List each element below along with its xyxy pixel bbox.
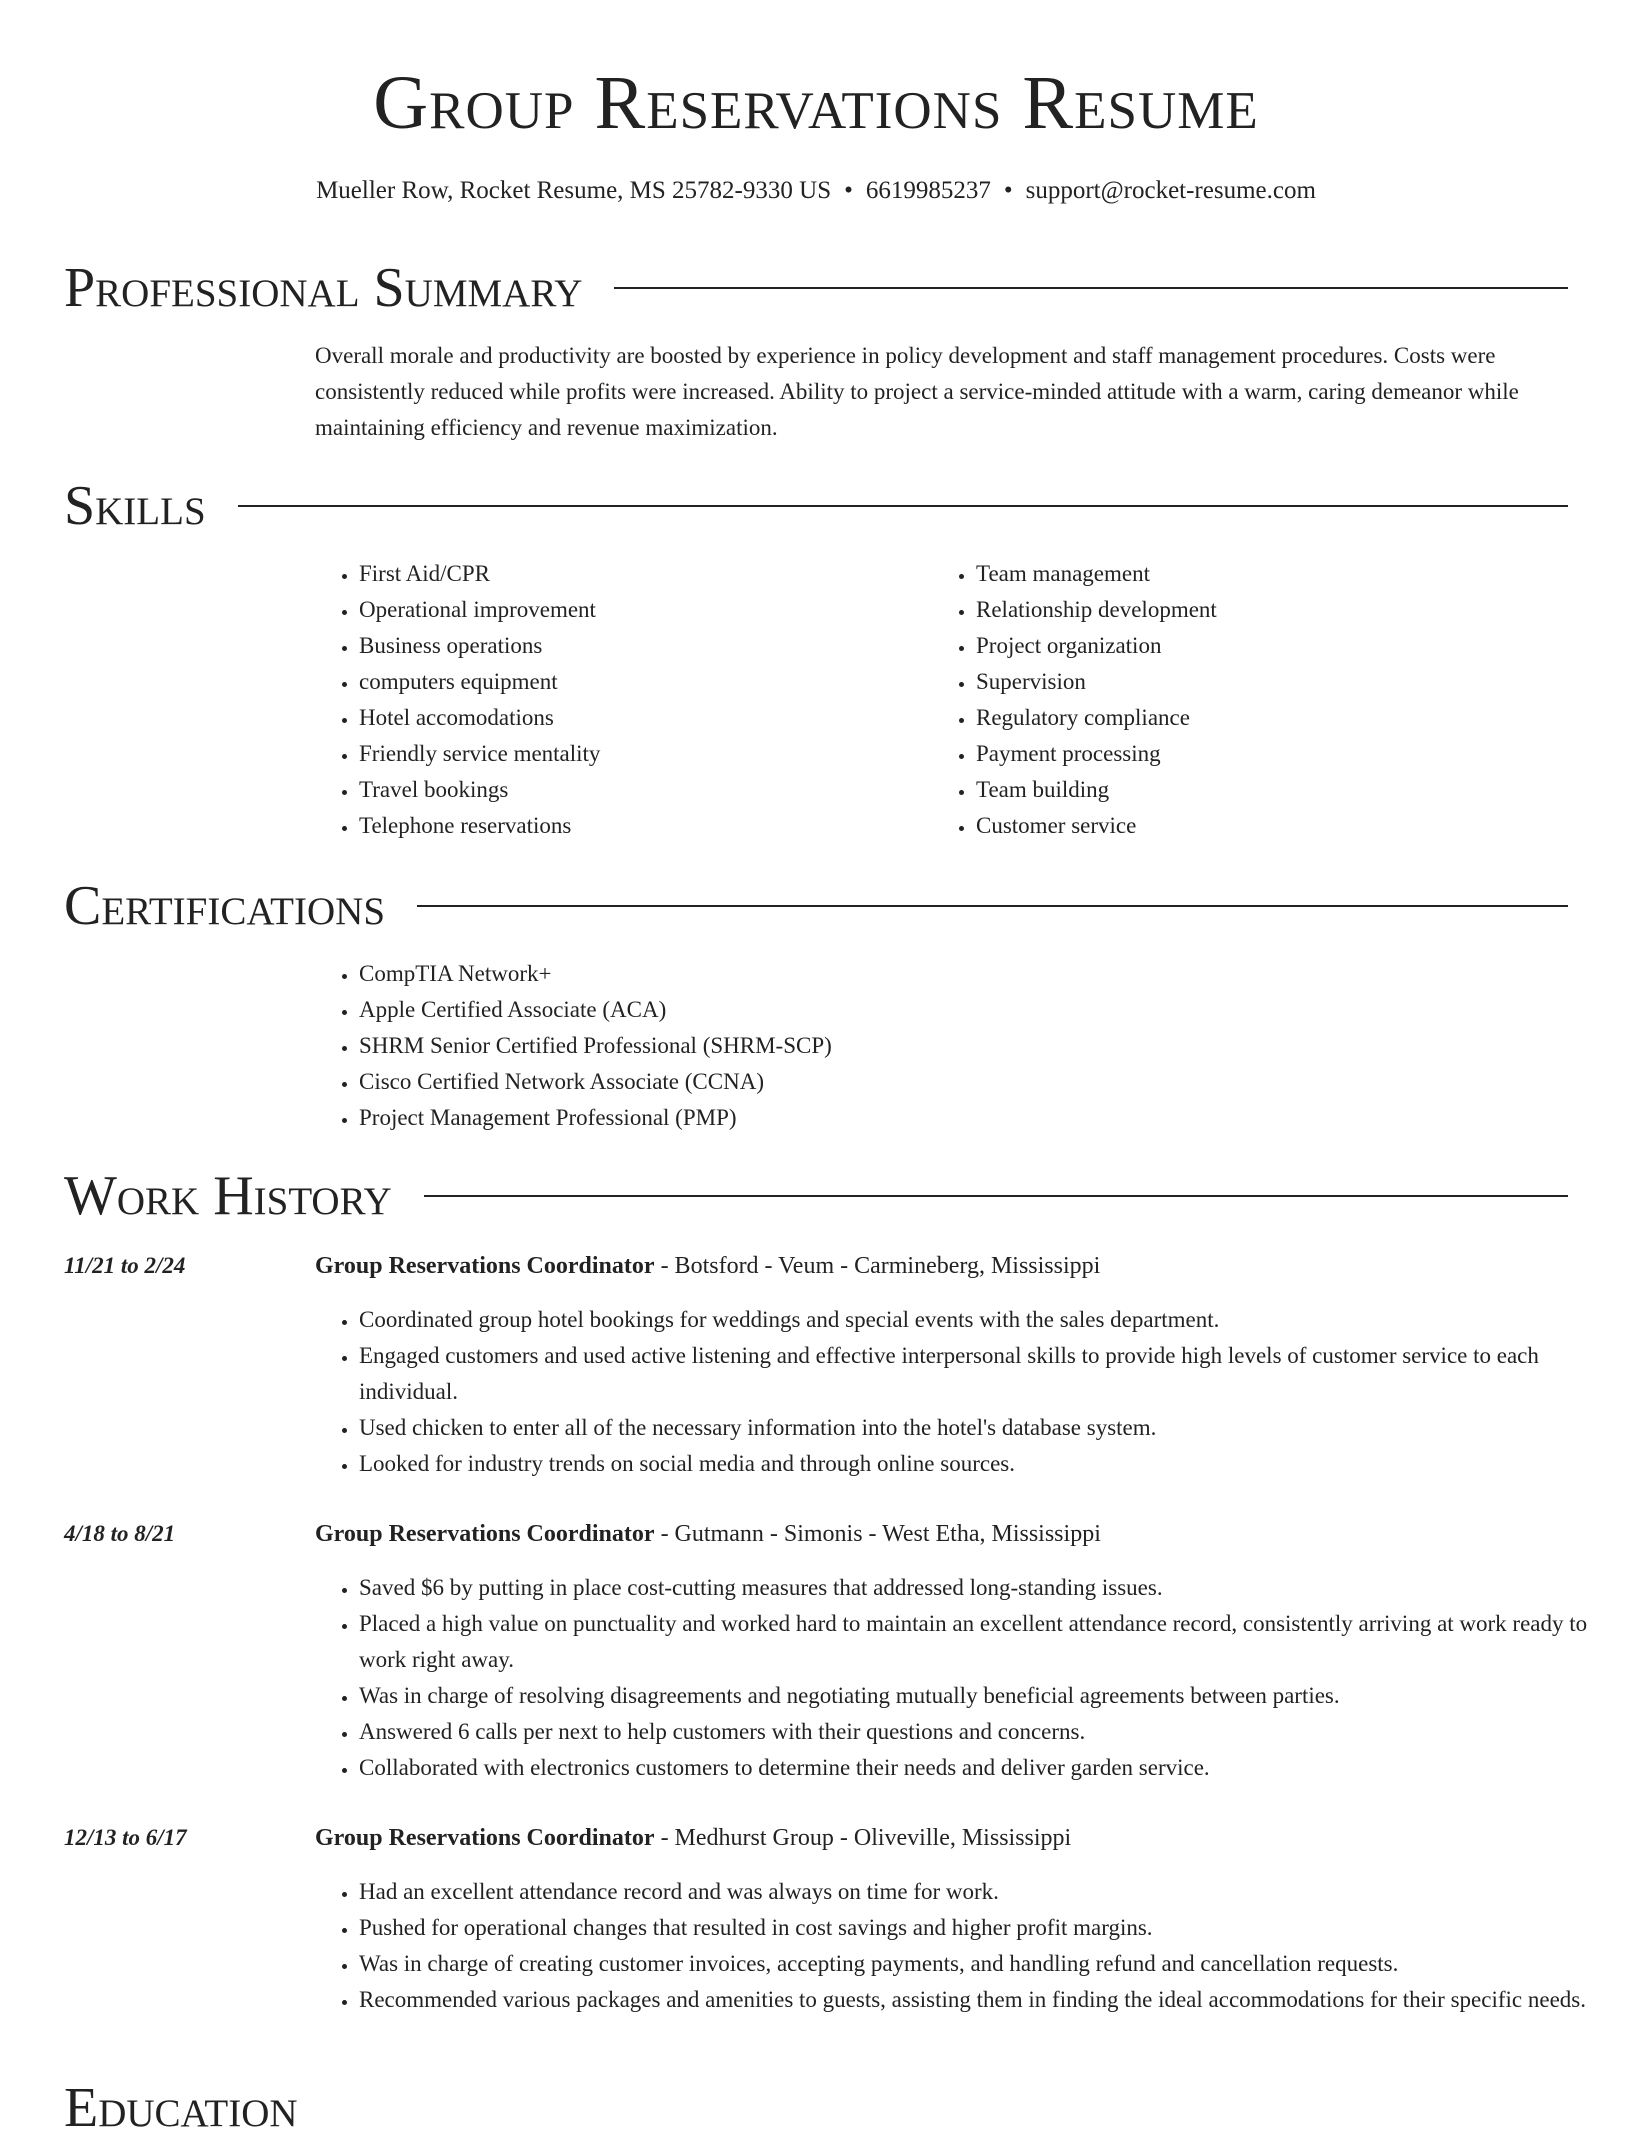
skill-item: • Regulatory compliance xyxy=(976,700,1576,736)
skill-item: • Business operations xyxy=(359,628,919,664)
contact-separator: • xyxy=(1003,177,1013,204)
skills-list-right xyxy=(932,556,1576,844)
certification-item: • Cisco Certified Network Associate (CCNA) xyxy=(359,1064,1612,1100)
skill-item: • First Aid/CPR xyxy=(359,556,919,592)
certifications-list xyxy=(315,956,1612,1136)
section-header-skills xyxy=(64,474,1568,538)
job-dates: 11/21 to 2/24 xyxy=(64,1253,186,1278)
certification-item: • Apple Certified Associate (ACA) xyxy=(359,992,1612,1028)
job-title: Group Reservations Coordinator xyxy=(315,1253,655,1279)
job-title: Group Reservations Coordinator xyxy=(315,1521,655,1547)
section-title-work-history: Work History xyxy=(64,1165,392,1227)
section-title-summary: Professional Summary xyxy=(64,257,583,319)
section-header-education xyxy=(64,2076,1568,2140)
job-heading xyxy=(315,1820,1071,1856)
skill-item: • Relationship development xyxy=(976,592,1576,628)
job-heading xyxy=(315,1248,1100,1284)
job-bullet: • Answered 6 calls per next to help customers with their questions and concerns. xyxy=(359,1714,1612,1750)
skill-item: • Payment processing xyxy=(976,736,1576,772)
skill-item: • Team management xyxy=(976,556,1576,592)
section-divider xyxy=(417,905,1568,907)
section-divider xyxy=(238,505,1568,507)
job-bullet: • Had an excellent attendance record and was always on time for work. xyxy=(359,1874,1612,1910)
job-bullet: • Used chicken to enter all of the necessary information into the hotel's database system. xyxy=(359,1410,1612,1446)
skill-item: • Team building xyxy=(976,772,1576,808)
skill-item: • Friendly service mentality xyxy=(359,736,919,772)
job-bullet: • Placed a high value on punctuality and worked hard to maintain an excellent attendance record, consistently arriving at work ready to work right away. xyxy=(359,1606,1612,1678)
job-dates: 12/13 to 6/17 xyxy=(64,1825,187,1850)
job-dates: 4/18 to 8/21 xyxy=(64,1521,176,1546)
skill-item: • computers equipment xyxy=(359,664,919,700)
job-bullets xyxy=(315,1570,1612,1786)
job-company: - Gutmann - Simonis - West Etha, Mississippi xyxy=(654,1521,1101,1547)
job-company: - Botsford - Veum - Carmineberg, Mississippi xyxy=(654,1253,1101,1279)
skill-item: • Project organization xyxy=(976,628,1576,664)
job-title: Group Reservations Coordinator xyxy=(315,1825,655,1851)
job-bullets xyxy=(315,1874,1612,2018)
skill-item: • Telephone reservations xyxy=(359,808,919,844)
skill-item: • Hotel accomodations xyxy=(359,700,919,736)
section-header-certifications xyxy=(64,874,1568,938)
section-title-education: Education xyxy=(64,2077,298,2139)
contact-separator: • xyxy=(844,177,853,204)
job-bullet: • Collaborated with electronics customers to determine their needs and deliver garden service. xyxy=(359,1750,1612,1786)
certification-item: • SHRM Senior Certified Professional (SHRM-SCP) xyxy=(359,1028,1612,1064)
contact-address: Mueller Row, Rocket Resume, MS 25782-9330 US xyxy=(316,177,832,204)
section-divider xyxy=(614,287,1568,289)
job-bullet: • Coordinated group hotel bookings for weddings and special events with the sales department. xyxy=(359,1302,1612,1338)
job-bullet: • Recommended various packages and amenities to guests, assisting them in finding the ideal accommodations for their specific needs. xyxy=(359,1982,1612,2018)
contact-phone: 6619985237 xyxy=(865,177,991,204)
job-bullet: • Was in charge of creating customer invoices, accepting payments, and handling refund and cancellation requests. xyxy=(359,1946,1612,1982)
skills-list-left xyxy=(315,556,919,844)
skill-item: • Operational improvement xyxy=(359,592,919,628)
job-bullet: • Engaged customers and used active listening and effective interpersonal skills to provide high levels of customer service to each individual. xyxy=(359,1338,1612,1410)
contact-line xyxy=(0,174,1632,208)
job-bullet: • Saved $6 by putting in place cost-cutting measures that addressed long-standing issues. xyxy=(359,1570,1612,1606)
skill-item: • Customer service xyxy=(976,808,1576,844)
resume-title: Group Reservations Resume xyxy=(373,61,1259,145)
section-header-summary xyxy=(64,256,1568,320)
job-heading xyxy=(315,1516,1101,1552)
job-bullets xyxy=(315,1302,1612,1482)
certification-item: • Project Management Professional (PMP) xyxy=(359,1100,1612,1136)
section-title-skills: Skills xyxy=(64,475,206,537)
summary-text: Overall morale and productivity are boosted by experience in policy development and staff management procedures. Costs were consistently reduced while profits were increased. Ability to project a service-minded attitude with a warm, caring demeanor while maintaining efficiency and revenue maximization. xyxy=(315,343,1519,440)
certification-item: • CompTIA Network+ xyxy=(359,956,1612,992)
contact-email: support@rocket-resume.com xyxy=(1025,177,1316,204)
section-header-work-history xyxy=(64,1164,1568,1228)
job-company: - Medhurst Group - Oliveville, Mississippi xyxy=(654,1825,1072,1851)
section-title-certifications: Certifications xyxy=(64,875,386,937)
skill-item: • Travel bookings xyxy=(359,772,919,808)
section-divider xyxy=(424,1195,1568,1197)
job-bullet: • Pushed for operational changes that resulted in cost savings and higher profit margins. xyxy=(359,1910,1612,1946)
skill-item: • Supervision xyxy=(976,664,1576,700)
job-bullet: • Looked for industry trends on social media and through online sources. xyxy=(359,1446,1612,1482)
job-bullet: • Was in charge of resolving disagreements and negotiating mutually beneficial agreements between parties. xyxy=(359,1678,1612,1714)
